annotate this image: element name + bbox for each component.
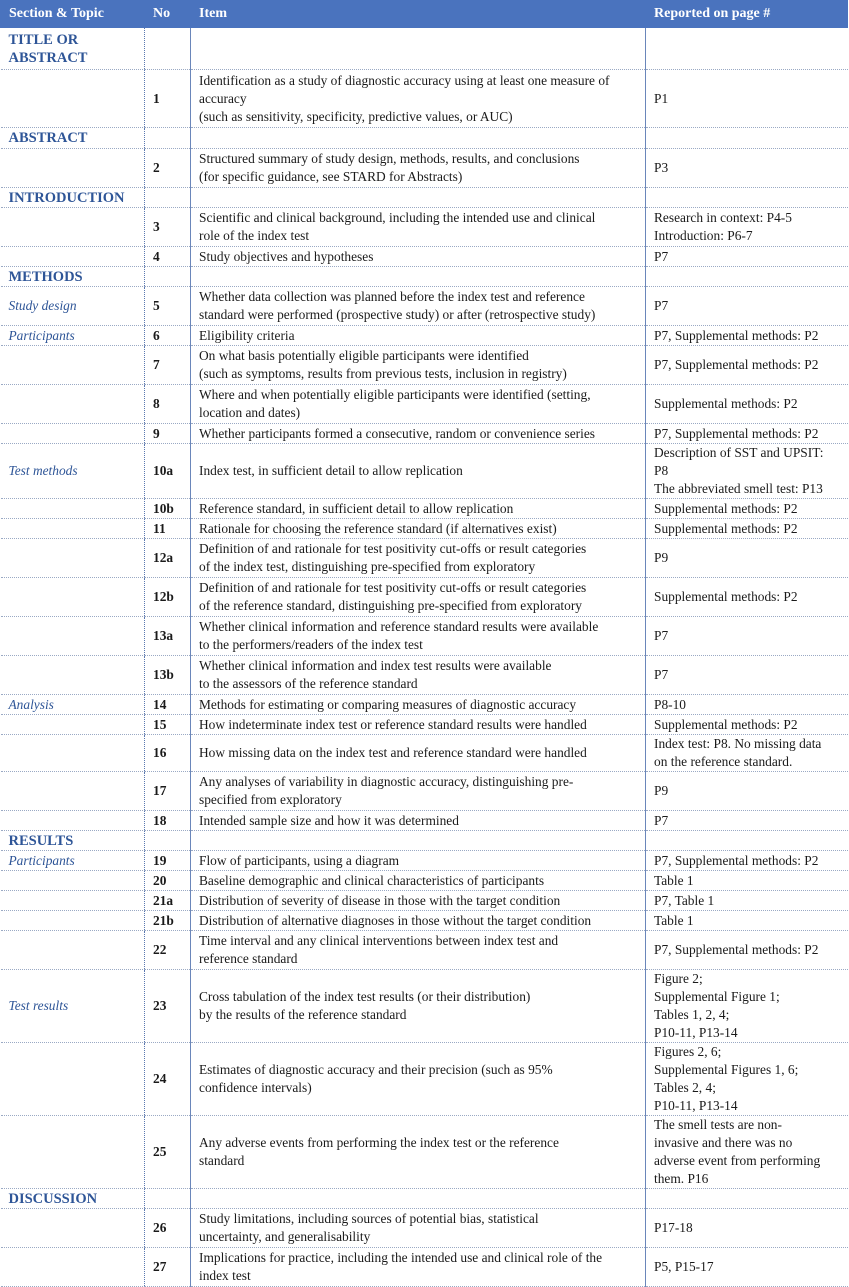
topic-cell: Test methods: [1, 444, 145, 499]
header-section-topic: Section & Topic: [1, 1, 145, 28]
topic-cell: [1, 385, 145, 424]
section-header-row: [1, 128, 848, 149]
table-row: [1, 287, 848, 326]
text-line: Tables 2, 4;: [654, 1080, 716, 1095]
table-row: [1, 656, 848, 695]
item-number: 12a: [145, 539, 191, 578]
topic-cell: Test results: [1, 970, 145, 1043]
item-description: [191, 735, 646, 772]
item-description: [191, 617, 646, 656]
empty-cell: [145, 188, 191, 208]
text-line: Any adverse events from performing the index test or the reference: [199, 1135, 559, 1150]
table-row: [1, 385, 848, 424]
section-title: [1, 28, 145, 70]
text-line: Flow of participants, using a diagram: [199, 852, 400, 868]
table-row: [1, 695, 848, 715]
text-line: P1: [654, 90, 669, 106]
text-line: P7: [654, 248, 669, 264]
item-number: 11: [145, 519, 191, 539]
table-row: [1, 811, 848, 831]
item-description: [191, 970, 646, 1043]
text-line: role of the index test: [199, 228, 310, 243]
table-row: [1, 578, 848, 617]
table-row: [1, 208, 848, 247]
reported-page: [646, 149, 848, 188]
text-line: Supplemental Figure 1;: [654, 989, 780, 1004]
item-description: [191, 772, 646, 811]
text-line: confidence intervals): [199, 1080, 312, 1095]
table-row: [1, 539, 848, 578]
table-row: [1, 346, 848, 385]
text-line: standard: [199, 1153, 245, 1168]
item-number: 13b: [145, 656, 191, 695]
topic-cell: [1, 499, 145, 519]
item-number: 19: [145, 851, 191, 871]
item-description: [191, 385, 646, 424]
topic-cell: [1, 735, 145, 772]
empty-cell: [145, 267, 191, 287]
table-row: [1, 931, 848, 970]
item-number: 24: [145, 1043, 191, 1116]
text-line: P7, Table 1: [654, 892, 715, 908]
text-line: Supplemental methods: P2: [654, 500, 798, 516]
topic-cell: [1, 871, 145, 891]
text-line: Intended sample size and how it was determined: [199, 812, 459, 828]
table-row: [1, 1209, 848, 1248]
text-line: Table 1: [654, 912, 694, 928]
item-description: [191, 539, 646, 578]
topic-cell: [1, 931, 145, 970]
item-number: 12b: [145, 578, 191, 617]
empty-cell: [191, 267, 646, 287]
reported-page: [646, 578, 848, 617]
table-row: [1, 444, 848, 499]
text-line: reference standard: [199, 951, 298, 966]
reported-page: [646, 247, 848, 267]
text-line: of the index test, distinguishing pre-specified from exploratory: [199, 559, 536, 574]
item-number: 3: [145, 208, 191, 247]
text-line: DISCUSSION: [8, 1190, 98, 1207]
item-description: [191, 871, 646, 891]
item-description: [191, 931, 646, 970]
text-line: P3: [654, 160, 669, 175]
empty-cell: [145, 128, 191, 149]
text-line: Rationale for choosing the reference standard (if alternatives exist): [199, 520, 557, 536]
topic-cell: Analysis: [1, 695, 145, 715]
empty-cell: [191, 128, 646, 149]
item-description: [191, 444, 646, 499]
table-row: [1, 911, 848, 931]
text-line: P7: [654, 628, 669, 643]
reported-page: [646, 735, 848, 772]
empty-cell: [145, 28, 191, 70]
reported-page: [646, 772, 848, 811]
text-line: The abbreviated smell test: P13: [654, 481, 823, 496]
item-number: 15: [145, 715, 191, 735]
reported-page: [646, 811, 848, 831]
table-row: [1, 851, 848, 871]
text-line: Research in context: P4-5: [654, 210, 792, 225]
item-description: [191, 1248, 646, 1287]
section-title: [1, 1189, 145, 1209]
text-line: adverse event from performing: [654, 1153, 821, 1168]
text-line: P7: [654, 667, 669, 682]
text-line: standard were performed (prospective study) or after (retrospective study): [199, 307, 596, 322]
reported-page: [646, 891, 848, 911]
empty-cell: [646, 28, 848, 70]
table-row: [1, 772, 848, 811]
item-number: 26: [145, 1209, 191, 1248]
topic-cell: [1, 149, 145, 188]
reported-page: [646, 519, 848, 539]
text-line: Supplemental Figures 1, 6;: [654, 1062, 799, 1077]
text-line: Figure 2;: [654, 971, 703, 986]
table-row: [1, 617, 848, 656]
reported-page: [646, 695, 848, 715]
text-line: P10-11, P13-14: [654, 1025, 738, 1040]
text-line: Eligibility criteria: [199, 327, 295, 343]
reported-page: [646, 326, 848, 346]
reported-page: [646, 385, 848, 424]
text-line: Whether clinical information and reference standard results were available: [199, 619, 599, 634]
text-line: P17-18: [654, 1220, 693, 1235]
item-number: 13a: [145, 617, 191, 656]
reported-page: [646, 424, 848, 444]
item-number: 10a: [145, 444, 191, 499]
reported-page: [646, 911, 848, 931]
reported-page: [646, 871, 848, 891]
text-line: How missing data on the index test and reference standard were handled: [199, 745, 587, 760]
text-line: on the reference standard.: [654, 754, 793, 769]
item-number: 18: [145, 811, 191, 831]
reported-page: [646, 1209, 848, 1248]
table-row: [1, 1248, 848, 1287]
text-line: Cross tabulation of the index test results (or their distribution): [199, 989, 531, 1004]
text-line: How indeterminate index test or reference standard results were handled: [199, 716, 587, 732]
topic-cell: [1, 911, 145, 931]
header-item: Item: [191, 1, 646, 28]
item-description: [191, 247, 646, 267]
item-description: [191, 346, 646, 385]
text-line: Supplemental methods: P2: [654, 520, 798, 536]
item-number: 8: [145, 385, 191, 424]
reported-page: [646, 851, 848, 871]
text-line: Tables 1, 2, 4;: [654, 1007, 730, 1022]
table-row: [1, 326, 848, 346]
item-number: 21b: [145, 911, 191, 931]
item-description: [191, 70, 646, 128]
topic-cell: [1, 617, 145, 656]
topic-cell: [1, 1209, 145, 1248]
topic-cell: [1, 519, 145, 539]
topic-cell: Participants: [1, 851, 145, 871]
topic-cell: [1, 539, 145, 578]
table-row: [1, 735, 848, 772]
item-number: 7: [145, 346, 191, 385]
reported-page: [646, 1116, 848, 1189]
text-line: The smell tests are non-: [654, 1117, 782, 1132]
topic-cell: [1, 578, 145, 617]
text-line: Time interval and any clinical interventions between index test and: [199, 933, 559, 948]
text-line: METHODS: [8, 268, 83, 285]
text-line: to the performers/readers of the index test: [199, 637, 423, 652]
text-line: Distribution of alternative diagnoses in those without the target condition: [199, 912, 592, 928]
item-description: [191, 208, 646, 247]
item-number: 25: [145, 1116, 191, 1189]
text-line: (such as symptoms, results from previous tests, inclusion in registry): [199, 366, 567, 381]
table-row: [1, 519, 848, 539]
text-line: Estimates of diagnostic accuracy and their precision (such as 95%: [199, 1062, 553, 1077]
reported-page: [646, 539, 848, 578]
empty-cell: [145, 1189, 191, 1209]
table-body: [1, 28, 848, 1287]
item-description: [191, 326, 646, 346]
reported-page: [646, 715, 848, 735]
reported-page: [646, 346, 848, 385]
text-line: Structured summary of study design, methods, results, and conclusions: [199, 151, 580, 166]
text-line: index test: [199, 1268, 251, 1283]
text-line: (for specific guidance, see STARD for Abstracts): [199, 169, 463, 184]
topic-cell: [1, 247, 145, 267]
table-row: [1, 149, 848, 188]
table-row: [1, 1116, 848, 1189]
text-line: Where and when potentially eligible participants were identified (setting,: [199, 387, 591, 402]
section-header-row: [1, 1189, 848, 1209]
text-line: INTRODUCTION: [8, 189, 125, 206]
text-line: Study limitations, including sources of potential bias, statistical: [199, 1211, 539, 1226]
text-line: P7, Supplemental methods: P2: [654, 327, 819, 343]
text-line: P9: [654, 550, 669, 565]
item-number: 4: [145, 247, 191, 267]
item-description: [191, 891, 646, 911]
text-line: P10-11, P13-14: [654, 1098, 738, 1113]
section-title: [1, 188, 145, 208]
text-line: Any analyses of variability in diagnostic accuracy, distinguishing pre-: [199, 774, 574, 789]
item-description: [191, 149, 646, 188]
text-line: Definition of and rationale for test positivity cut-offs or result categories: [199, 541, 587, 556]
table-row: [1, 871, 848, 891]
section-header-row: [1, 831, 848, 851]
header-no: No: [145, 1, 191, 28]
text-line: Identification as a study of diagnostic accuracy using at least one measure of accuracy: [199, 72, 610, 106]
text-line: ABSTRACT: [8, 130, 88, 146]
text-line: of the reference standard, distinguishing pre-specified from exploratory: [199, 598, 582, 613]
item-description: [191, 1116, 646, 1189]
text-line: P8: [654, 463, 669, 478]
text-line: P8-10: [654, 696, 686, 712]
topic-cell: [1, 811, 145, 831]
item-number: 22: [145, 931, 191, 970]
text-line: Whether clinical information and index test results were available: [199, 658, 552, 673]
item-description: [191, 1043, 646, 1116]
text-line: RESULTS: [8, 832, 74, 849]
item-description: [191, 811, 646, 831]
section-header-row: [1, 28, 848, 70]
topic-cell: [1, 891, 145, 911]
table-row: [1, 424, 848, 444]
text-line: invasive and there was no: [654, 1135, 793, 1150]
table-row: [1, 891, 848, 911]
item-number: 1: [145, 70, 191, 128]
text-line: Index test: P8. No missing data: [654, 736, 822, 751]
table-row: [1, 715, 848, 735]
text-line: uncertainty, and generalisability: [199, 1229, 371, 1244]
reported-page: [646, 208, 848, 247]
header-page: Reported on page #: [646, 1, 848, 28]
item-description: [191, 1209, 646, 1248]
topic-cell: [1, 772, 145, 811]
reported-page: [646, 656, 848, 695]
reported-page: [646, 931, 848, 970]
text-line: P5, P15-17: [654, 1259, 714, 1274]
reported-page: [646, 287, 848, 326]
topic-cell: [1, 715, 145, 735]
item-number: 5: [145, 287, 191, 326]
item-number: 20: [145, 871, 191, 891]
section-title: [1, 267, 145, 287]
empty-cell: [646, 128, 848, 149]
item-description: [191, 499, 646, 519]
empty-cell: [145, 831, 191, 851]
text-line: Figures 2, 6;: [654, 1044, 722, 1059]
text-line: Scientific and clinical background, including the intended use and clinical: [199, 210, 596, 225]
item-number: 16: [145, 735, 191, 772]
item-number: 27: [145, 1248, 191, 1287]
item-number: 17: [145, 772, 191, 811]
topic-cell: Study design: [1, 287, 145, 326]
text-line: Introduction: P6-7: [654, 228, 753, 243]
topic-cell: [1, 208, 145, 247]
text-line: Supplemental methods: P2: [654, 589, 798, 604]
empty-cell: [646, 188, 848, 208]
item-description: [191, 911, 646, 931]
item-number: 2: [145, 149, 191, 188]
item-description: [191, 519, 646, 539]
text-line: P7, Supplemental methods: P2: [654, 942, 819, 957]
text-line: location and dates): [199, 405, 301, 420]
item-description: [191, 715, 646, 735]
item-number: 6: [145, 326, 191, 346]
text-line: Table 1: [654, 872, 694, 888]
table-header-row: [1, 1, 848, 28]
topic-cell: Participants: [1, 326, 145, 346]
text-line: by the results of the reference standard: [199, 1007, 407, 1022]
text-line: Study objectives and hypotheses: [199, 248, 374, 264]
text-line: Baseline demographic and clinical characteristics of participants: [199, 872, 545, 888]
text-line: Supplemental methods: P2: [654, 716, 798, 732]
item-number: 9: [145, 424, 191, 444]
text-line: On what basis potentially eligible participants were identified: [199, 348, 529, 363]
reported-page: [646, 70, 848, 128]
empty-cell: [646, 267, 848, 287]
item-description: [191, 695, 646, 715]
topic-cell: [1, 424, 145, 444]
text-line: TITLE OR ABSTRACT: [8, 31, 88, 66]
topic-cell: [1, 656, 145, 695]
text-line: Supplemental methods: P2: [654, 396, 798, 411]
table-row: [1, 970, 848, 1043]
text-line: P7, Supplemental methods: P2: [654, 425, 819, 441]
empty-cell: [191, 1189, 646, 1209]
topic-cell: [1, 1116, 145, 1189]
section-title: [1, 831, 145, 851]
empty-cell: [191, 831, 646, 851]
empty-cell: [646, 1189, 848, 1209]
topic-cell: [1, 70, 145, 128]
topic-cell: [1, 346, 145, 385]
item-description: [191, 287, 646, 326]
text-line: P9: [654, 783, 669, 798]
reported-page: [646, 970, 848, 1043]
text-line: Description of SST and UPSIT:: [654, 445, 824, 460]
text-line: Reference standard, in sufficient detail to allow replication: [199, 500, 514, 516]
item-number: 23: [145, 970, 191, 1043]
reported-page: [646, 1248, 848, 1287]
empty-cell: [191, 28, 646, 70]
text-line: Index test, in sufficient detail to allow replication: [199, 463, 463, 478]
text-line: them. P16: [654, 1171, 709, 1186]
table-row: [1, 499, 848, 519]
table-row: [1, 247, 848, 267]
text-line: Whether data collection was planned before the index test and reference: [199, 289, 585, 304]
text-line: Methods for estimating or comparing measures of diagnostic accuracy: [199, 696, 577, 712]
section-header-row: [1, 188, 848, 208]
item-description: [191, 578, 646, 617]
text-line: (such as sensitivity, specificity, predictive values, or AUC): [199, 108, 513, 124]
text-line: to the assessors of the reference standard: [199, 676, 418, 691]
text-line: P7, Supplemental methods: P2: [654, 357, 819, 372]
text-line: P7: [654, 298, 669, 313]
text-line: P7, Supplemental methods: P2: [654, 852, 819, 868]
item-description: [191, 656, 646, 695]
table-row: [1, 70, 848, 128]
item-number: 10b: [145, 499, 191, 519]
item-description: [191, 424, 646, 444]
item-number: 14: [145, 695, 191, 715]
empty-cell: [646, 831, 848, 851]
reported-page: [646, 499, 848, 519]
topic-cell: [1, 1043, 145, 1116]
section-title: [1, 128, 145, 149]
empty-cell: [191, 188, 646, 208]
reported-page: [646, 1043, 848, 1116]
text-line: Definition of and rationale for test positivity cut-offs or result categories: [199, 580, 587, 595]
reported-page: [646, 617, 848, 656]
text-line: P7: [654, 812, 669, 828]
reported-page: [646, 444, 848, 499]
topic-cell: [1, 1248, 145, 1287]
text-line: specified from exploratory: [199, 792, 342, 807]
section-header-row: [1, 267, 848, 287]
item-description: [191, 851, 646, 871]
text-line: Distribution of severity of disease in those with the target condition: [199, 892, 561, 908]
text-line: Implications for practice, including the intended use and clinical role of the: [199, 1250, 603, 1265]
item-number: 21a: [145, 891, 191, 911]
table-row: [1, 1043, 848, 1116]
text-line: Whether participants formed a consecutive, random or convenience series: [199, 425, 595, 441]
